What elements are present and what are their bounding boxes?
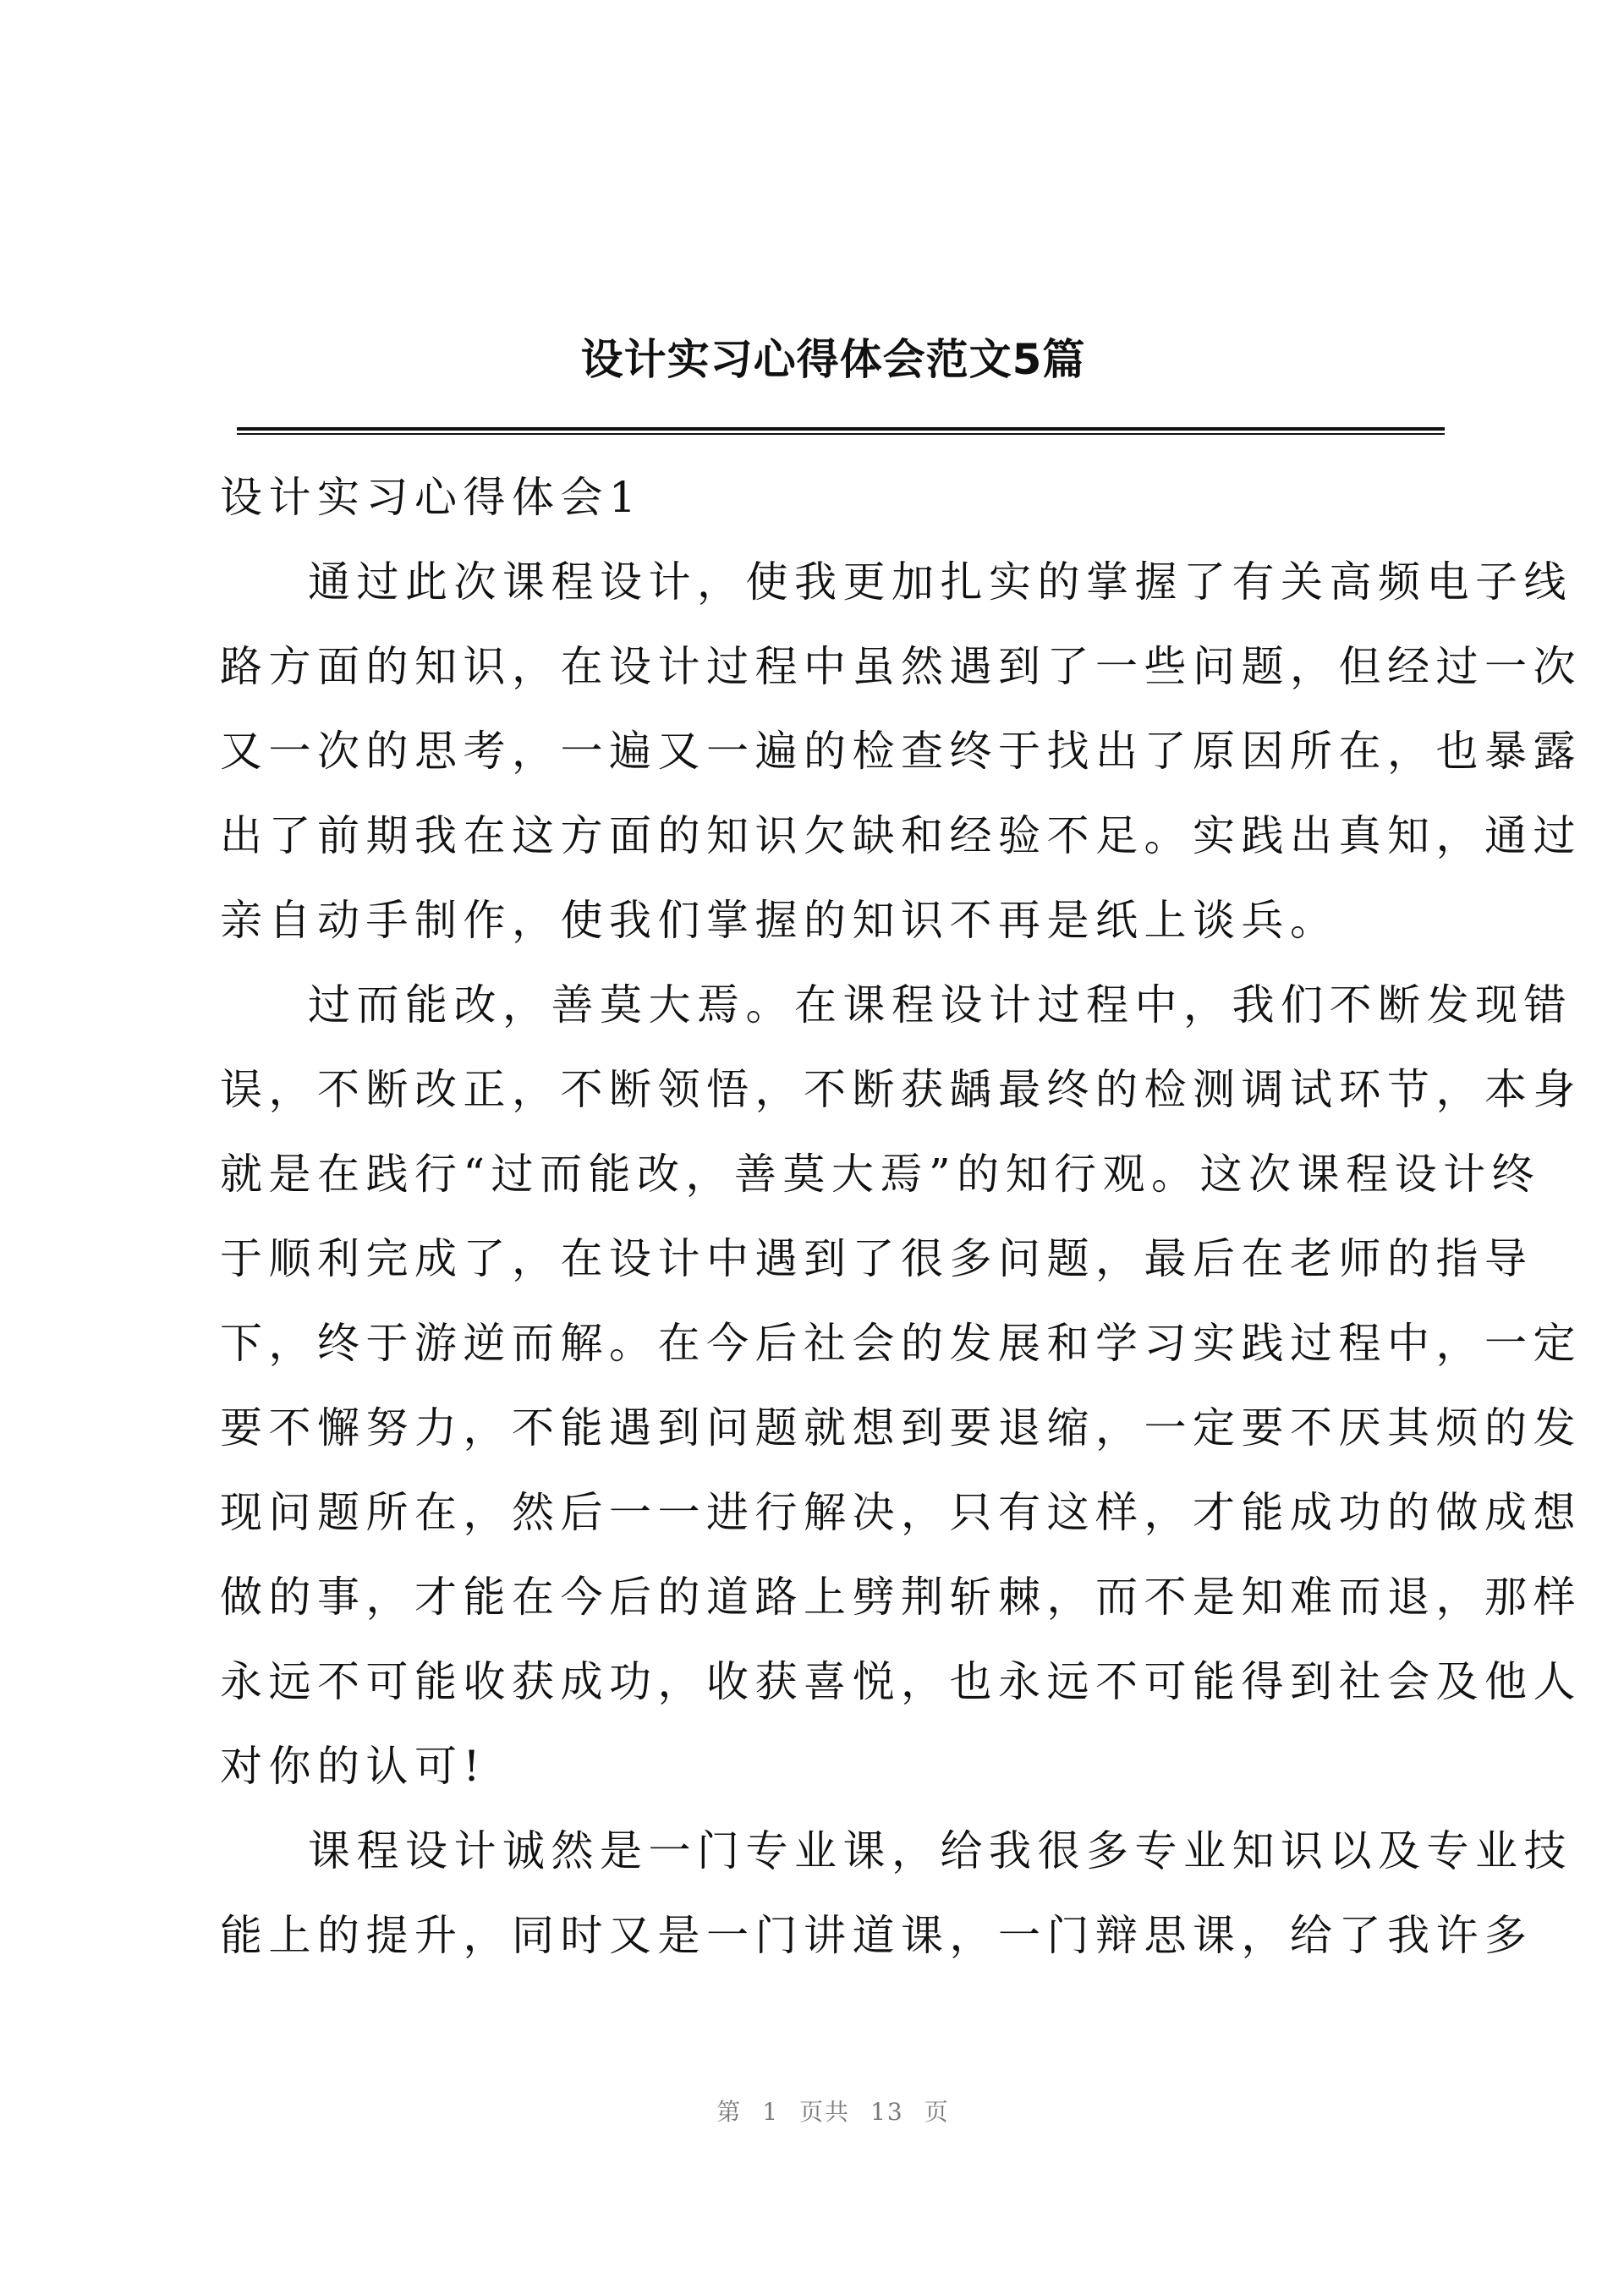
text-line: 对你的认可! [220,1742,487,1791]
text-line: 要不懈努力，不能遇到问题就想到要退缩，一定要不厌其烦的发 [220,1403,1582,1452]
text-line: 做的事，才能在今后的道路上劈荆斩棘，而不是知难而退，那样 [220,1573,1582,1622]
paragraph [220,540,1582,963]
text-line: 过而能改，善莫大焉。在课程设计过程中，我们不断发现错 [308,980,1572,1029]
document-body [220,455,1582,1978]
title-divider-thick [237,427,1445,431]
text-line: 能上的提升，同时又是一门讲道课，一门辩思课，给了我许多 [220,1911,1533,1960]
section-heading: 设计实习心得体会1 [220,473,643,522]
text-line: 路方面的知识，在设计过程中虽然遇到了一些问题，但经过一次 [220,642,1582,691]
text-line: 下，终于游逆而解。在今后社会的发展和学习实践过程中，一定 [220,1319,1582,1368]
text-line: 出了前期我在这方面的知识欠缺和经验不足。实践出真知，通过 [220,811,1582,860]
paragraph [220,1809,1572,1978]
text-line: 误，不断改正，不断领悟，不断获龋最终的检测调试环节，本身 [220,1065,1582,1114]
text-line: 现问题所在，然后一一进行解决，只有这样，才能成功的做成想 [220,1488,1582,1537]
paragraphs [220,540,1582,1978]
page-number [0,2094,1624,2128]
text-line: 通过此次课程设计，使我更加扎实的掌握了有关高频电子线 [308,557,1572,607]
total-pages: 13 [870,2098,904,2126]
paragraph [220,963,1582,1809]
text-line: 就是在践行“过而能改，善莫大焉”的知行观。这次课程设计终 [220,1150,1541,1199]
page-prefix: 第 [716,2098,743,2126]
text-line: 又一次的思考，一遍又一遍的检查终于找出了原因所在，也暴露 [220,727,1582,776]
current-page: 1 [762,2098,780,2126]
title-divider-thin [237,433,1445,435]
text-line: 永远不可能收获成功，收获喜悦，也永远不可能得到社会及他人 [220,1657,1582,1706]
text-line: 于顺利完成了，在设计中遇到了很多问题，最后在老师的指导 [220,1234,1533,1283]
text-line: 亲自动手制作，使我们掌握的知识不再是纸上谈兵。 [220,896,1339,945]
text-line: 课程设计诚然是一门专业课，给我很多专业知识以及专业技 [308,1826,1572,1875]
document-title: 设计实习心得体会范文5篇 [580,335,1086,384]
page-suffix: 页 [924,2098,950,2126]
page-mid: 页共 [799,2098,851,2126]
